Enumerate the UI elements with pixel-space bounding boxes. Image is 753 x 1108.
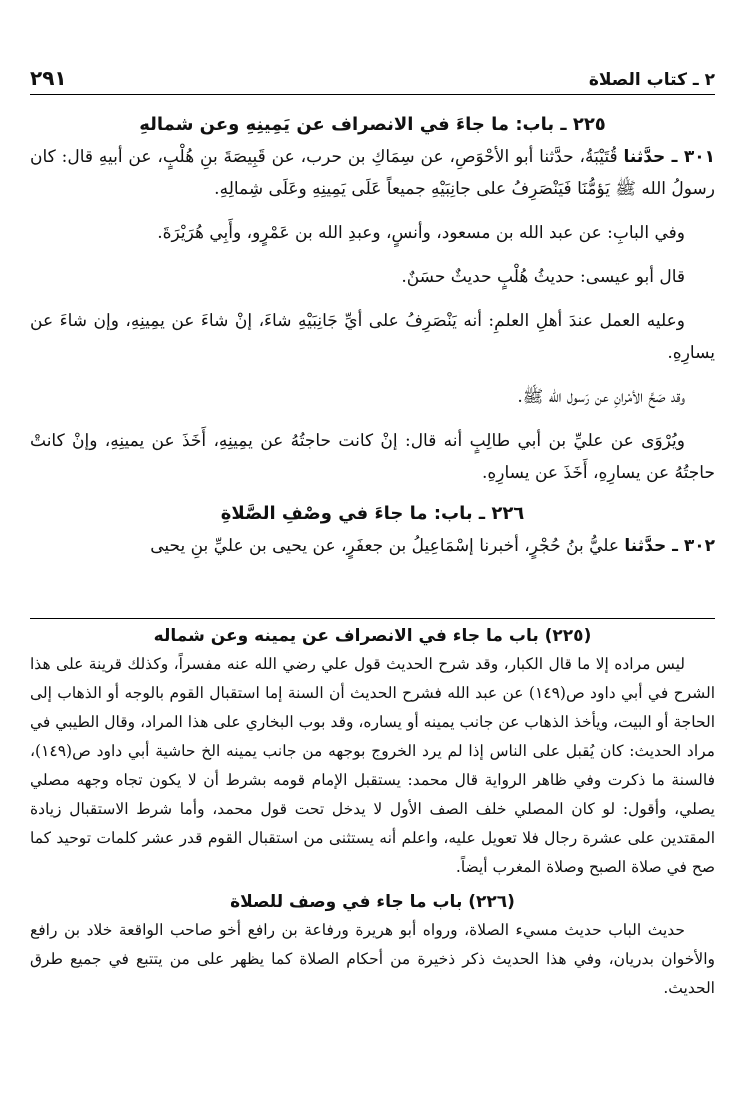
hadith-301-number: ٣٠١ ـ حدَّثنا — [623, 147, 715, 167]
note-paragraph-226: حديث الباب حديث مسيء الصلاة، ورواه أبو هريرة ورفاعة بن رافع أخو صاحب الواقعة خلاد بن رافع والأخوان بدريان، وفي هذا الحديث ذكر ذخيرة من أحكام الصلاة كما يظهر على من يتتبع في جميع طرق الحديث. — [30, 921, 715, 997]
paragraph-abu-isa: قال أبو عيسى: حديثُ هُلْبٍ حديثٌ حسَنٌ. — [401, 267, 685, 287]
note-heading-225: (٢٢٥) باب ما جاء في الانصراف عن يمينه وعن شماله — [153, 626, 592, 646]
paragraph-sahh: وقد صَحَّ الأمْرانِ عن رَسول الله ﷺ. — [517, 387, 685, 407]
hadith-302 — [30, 530, 715, 562]
paragraph-ali: ويُرْوَى عن عليِّ بن أبي طالِبٍ أنه قال: إنْ كانت حاجتُهُ عن يمِينِهِ، أَخَذَ عن يمينِهِ، وإنْ كانتْ حاجتُهُ عن يسارِهِ، أَخَذَ عن يسارِهِ. — [30, 431, 715, 483]
hadith-302-number: ٣٠٢ ـ حدَّثنا — [624, 536, 715, 556]
chapter-heading-225: ٢٢٥ ـ باب: ما جاءَ في الانصراف عن يَمِينِهِ وعن شمالهِ — [139, 114, 606, 135]
chapter-heading-226: ٢٢٦ ـ باب: ما جاءَ في وصْفِ الصَّلاةِ — [220, 503, 525, 524]
commentary-notes — [30, 626, 715, 1003]
footnote-divider — [30, 618, 715, 619]
note-paragraph-225: ليس مراده إلا ما قال الكبار، وقد شرح الحديث قول علي رضي الله عنه مفسراً، وكذلك قرينة على هذا الشرح في أبي داود ص(١٤٩) عن عبد الله فشرح الحديث أن السنة إما استقبال القوم بالوجه أو الذهاب إلى الحاجة أو البيت، ويأخذ الذهاب عن جانب يمينه أو يساره، وقد بوب البخاري على هذا المراد، وقال الطيبي في مراد الحديث: كان يُقبل على الناس إذا لم يرد الخروج بوجهه من جانب يمينه الخ حاشية أبي داود ص(١٤٩)، فالسنة ما ذكرت وفي ظاهر الرواية قال محمد: يستقبل الإمام قومه بشرط أن لا يكون تجاه وجهه مصلي يصلي، وأقول: لو كان المصلي خلف الصف الأول لا يدخل تحت قول محمد، وأما شرط الاستقبال زيادة المقتدين على عشرة رجال فلا تعويل عليه، واعلم أنه يستثنى من استقبال القوم قدر عشر كلمات توحيد كما صح في صلاة الصبح وصلاة المغرب أيضاً. — [30, 655, 715, 876]
note-heading-226: (٢٢٦) باب ما جاء في وصف للصلاة — [230, 892, 515, 912]
page-header — [30, 60, 715, 95]
hadith-302-text: عليُّ بنُ حُجْرٍ، أخبرنا إسْمَاعِيلُ بن جعفَرٍ، عن يحيى بن عليِّ بنِ يحيى — [150, 536, 625, 556]
main-text — [30, 112, 715, 562]
page-number: ٢٩١ — [30, 66, 67, 90]
running-title: ٢ ـ كتاب الصلاة — [588, 70, 715, 90]
hadith-301-text: قُتَيْبَةُ، حدَّثنا أبو الأحْوَصِ، عن سِمَاكِ بن حرب، عن قَبِيصَةَ بنِ هُلْبٍ، عن أبيهِ قال: كان رسولُ الله ﷺ يَؤمُّنَا فَيَنْصَرِفُ على جانِبَيْهِ جميعاً عَلَى يَمِينِهِ وعَلَى شِمالِهِ. — [30, 147, 715, 199]
hadith-301 — [30, 141, 715, 205]
paragraph-amal: وعليه العمل عندَ أهلِ العلمِ: أنه يَنْصَرِفُ على أيِّ جَانِبَيْهِ شاءَ، إنْ شاءَ عن يمِينِهِ، وإن شاءَ عن يسارِهِ. — [30, 311, 715, 363]
paragraph-bab: وفي البابِ: عن عبد الله بن مسعود، وأنسٍ، وعبدِ الله بن عَمْرٍو، وأَبِي هُرَيْرَةَ. — [157, 223, 685, 243]
